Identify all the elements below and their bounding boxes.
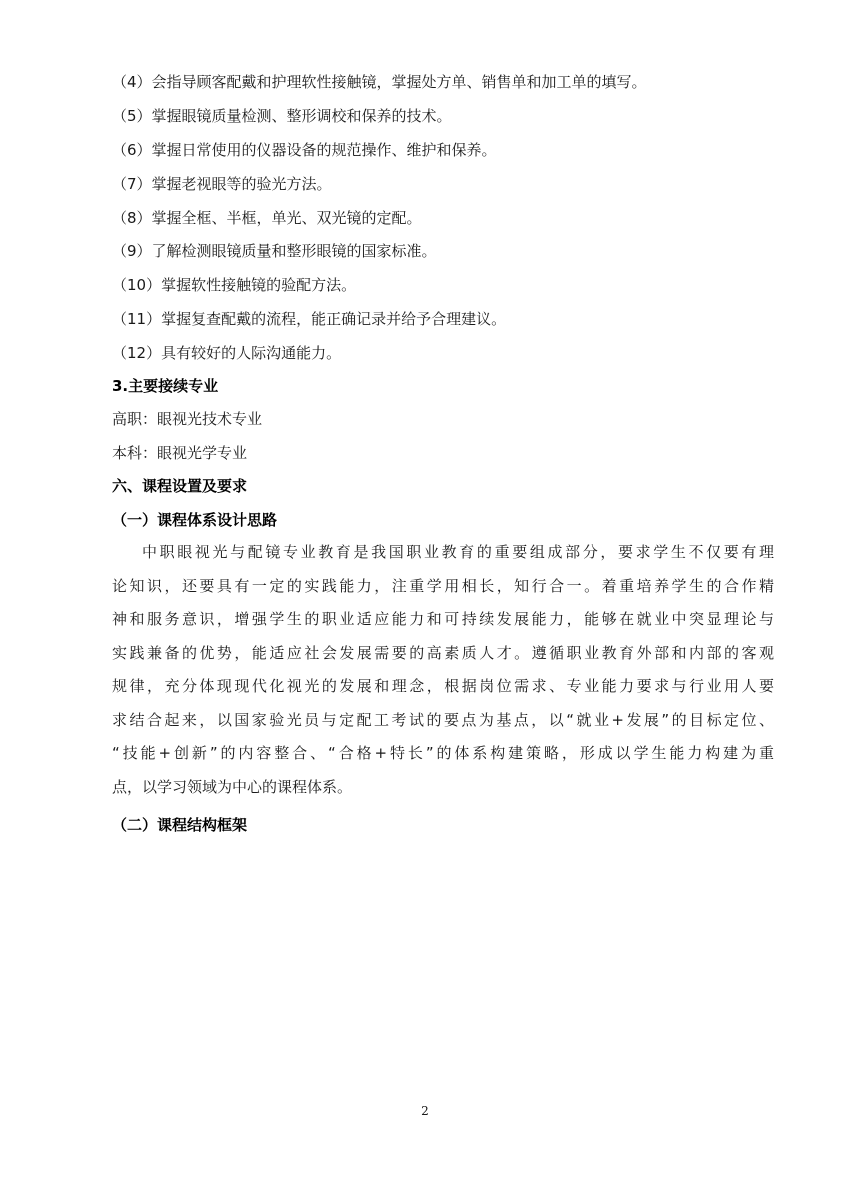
list-item-10: （10）掌握软性接触镜的验配方法。 xyxy=(112,276,357,294)
subsection-heading-design-ideas: （一）课程体系设计思路 xyxy=(112,511,278,529)
paragraph-line: 论知识，还要具有一定的实践能力，注重学用相长，知行合一。着重培养学生的合作精 xyxy=(112,576,774,595)
continuing-major-undergraduate: 本科：眼视光学专业 xyxy=(112,444,248,462)
paragraph-line: 神和服务意识，增强学生的职业适应能力和可持续发展能力，能够在就业中突显理论与 xyxy=(112,610,774,628)
paragraph-design-ideas xyxy=(112,536,774,804)
list-item-4: （4）会指导顾客配戴和护理软性接触镜，掌握处方单、销售单和加工单的填写。 xyxy=(112,73,647,91)
paragraph-line: 规律，充分体现现代化视光的发展和理念，根据岗位需求、专业能力要求与行业用人要 xyxy=(112,677,774,695)
paragraph-line: 实践兼备的优势，能适应社会发展需要的高素质人才。遵循职业教育外部和内部的客观 xyxy=(112,643,774,662)
list-item-7: （7）掌握老视眼等的验光方法。 xyxy=(112,175,332,193)
section-heading-curriculum: 六、课程设置及要求 xyxy=(112,477,248,495)
paragraph-line: “技能+创新”的内容整合、“合格+特长”的体系构建策略，形成以学生能力构建为重 xyxy=(112,744,774,762)
paragraph-line: 点，以学习领域为中心的课程体系。 xyxy=(112,777,353,796)
list-item-8: （8）掌握全框、半框，单光、双光镜的定配。 xyxy=(112,209,422,227)
list-item-6: （6）掌握日常使用的仪器设备的规范操作、维护和保养。 xyxy=(112,141,497,159)
list-item-11: （11）掌握复查配戴的流程，能正确记录并给予合理建议。 xyxy=(112,310,507,328)
section-heading-continuing-majors: 3.主要接续专业 xyxy=(112,377,219,395)
paragraph-line: 中职眼视光与配镜专业教育是我国职业教育的重要组成部分，要求学生不仅要有理 xyxy=(142,543,774,561)
paragraph-line: 求结合起来，以国家验光员与定配工考试的要点为基点，以“就业+发展”的目标定位、 xyxy=(112,710,774,729)
page-number: 2 xyxy=(421,1104,429,1118)
list-item-9: （9）了解检测眼镜质量和整形眼镜的国家标准。 xyxy=(112,242,437,260)
list-item-5: （5）掌握眼镜质量检测、整形调校和保养的技术。 xyxy=(112,107,452,125)
list-item-12: （12）具有较好的人际沟通能力。 xyxy=(112,344,342,362)
continuing-major-vocational: 高职：眼视光技术专业 xyxy=(112,410,263,428)
subsection-heading-structure-framework: （二）课程结构框架 xyxy=(112,816,248,834)
